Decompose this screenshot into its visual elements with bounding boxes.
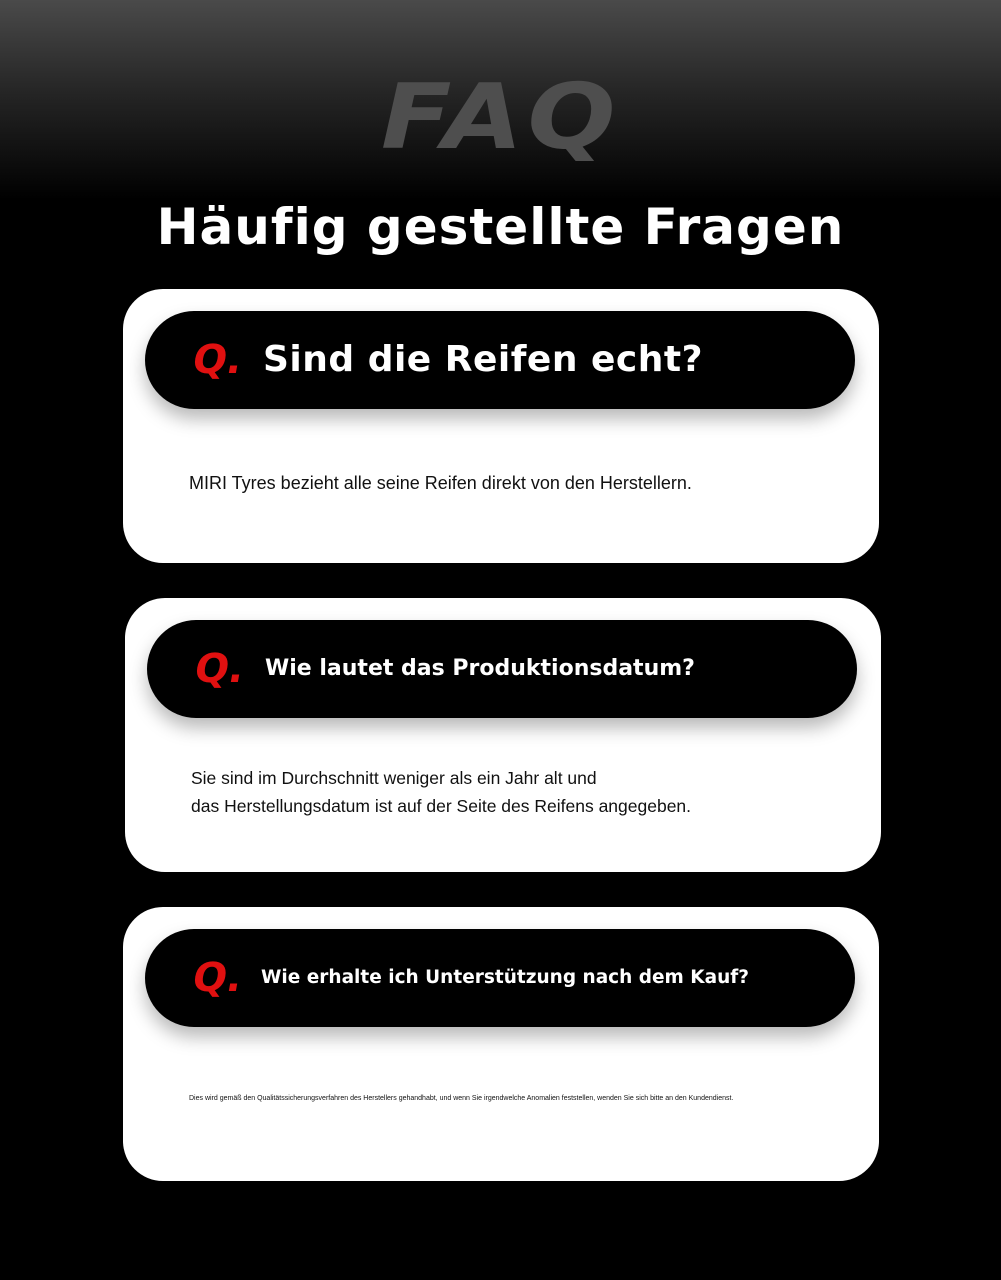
faq-answer-line: das Herstellungsdatum ist auf der Seite des Reifens angegeben. xyxy=(191,796,692,816)
q-mark-icon: Q. xyxy=(190,646,249,692)
faq-question-text: Sind die Reifen echt? xyxy=(263,339,703,380)
faq-answer-2 xyxy=(191,764,841,820)
faq-card-3 xyxy=(123,907,879,1181)
faq-watermark: FAQ xyxy=(380,65,621,170)
q-mark-icon: Q. xyxy=(188,955,247,1001)
page-title: Häufig gestellte Fragen xyxy=(156,198,845,256)
faq-answer-line: Sie sind im Durchschnitt weniger als ein Jahr alt und xyxy=(191,768,597,788)
q-mark-icon: Q. xyxy=(188,337,247,383)
faq-card-2 xyxy=(125,598,881,872)
faq-question-text: Wie erhalte ich Unterstützung nach dem Kauf? xyxy=(261,967,750,988)
faq-question-2[interactable] xyxy=(147,620,857,718)
faq-card-1 xyxy=(123,289,879,563)
faq-answer-1: MIRI Tyres bezieht alle seine Reifen direkt von den Herstellern. xyxy=(189,473,692,493)
faq-question-1[interactable] xyxy=(145,311,855,409)
faq-answer-3: Dies wird gemäß den Qualitätssicherungsverfahren des Herstellers gehandhabt, und wenn Sie irgendwelche Anomalien feststellen, wenden Sie sich bitte an den Kundendienst. xyxy=(189,1095,734,1102)
faq-question-text: Wie lautet das Produktionsdatum? xyxy=(265,656,695,681)
faq-question-3[interactable] xyxy=(145,929,855,1027)
